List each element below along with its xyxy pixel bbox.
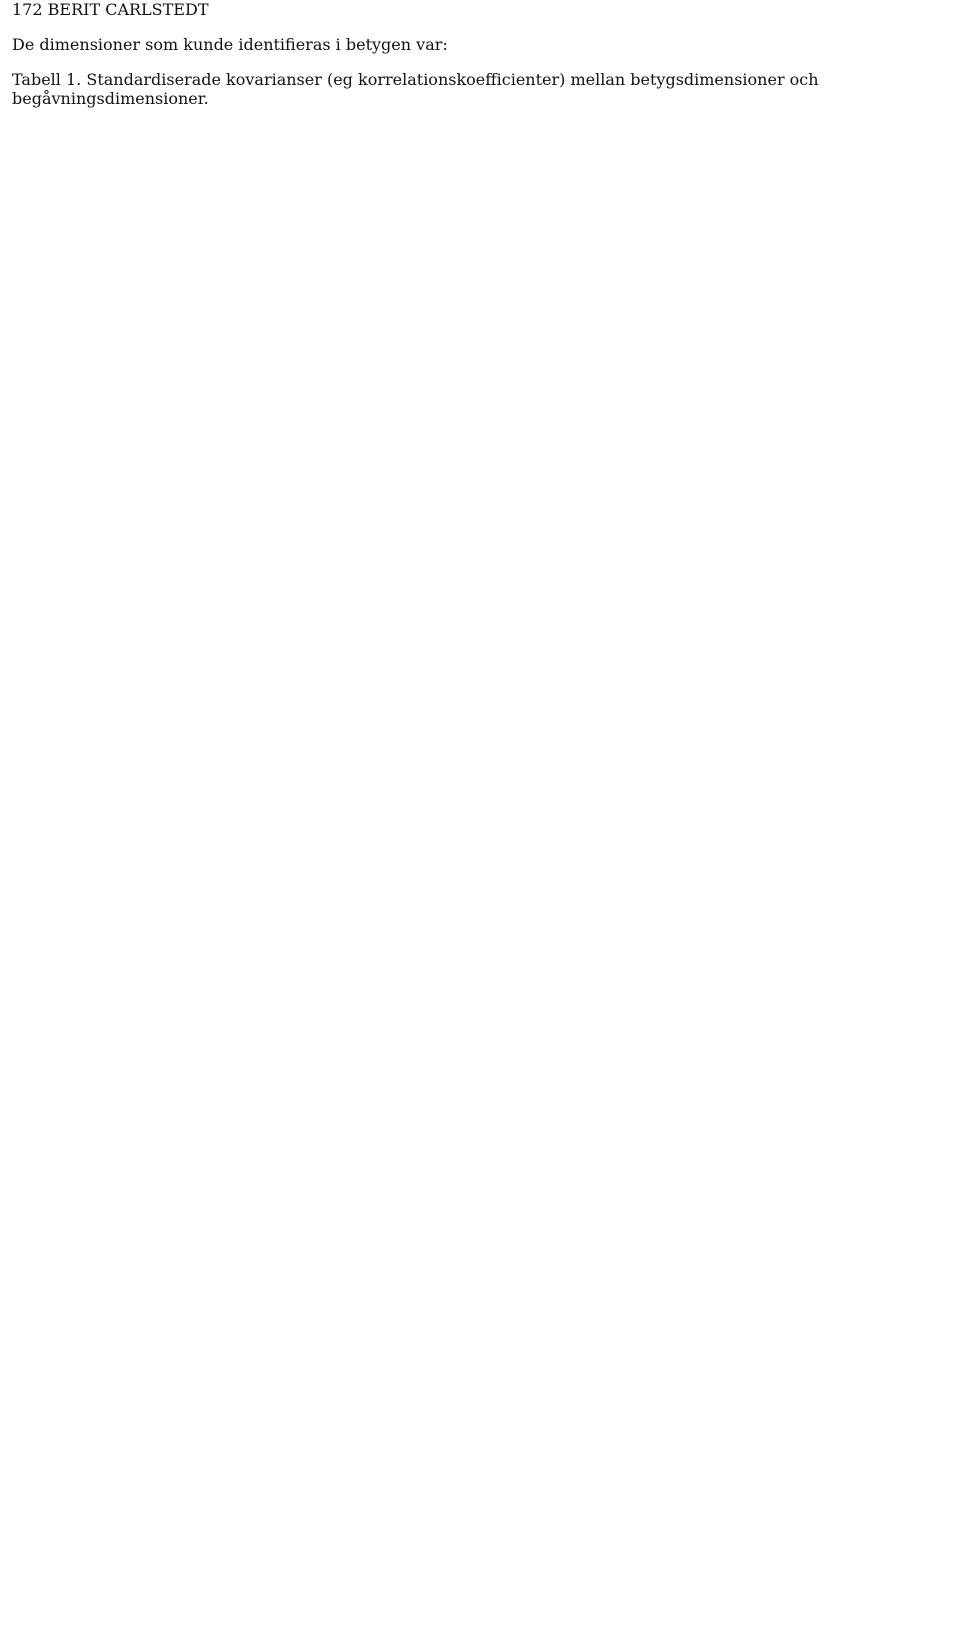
running-head: BERIT CARLSTEDT <box>47 0 209 19</box>
page <box>0 0 960 108</box>
intro-line: De dimensioner som kunde identifieras i betygen var: <box>12 35 448 54</box>
table-caption: Tabell 1. Standardiserade kovarianser (eg korrelationskoefficienter) mellan betygsdimensioner och begåvningsdimensioner. <box>12 70 819 108</box>
page-number: 172 <box>12 0 43 19</box>
page-header <box>12 0 948 19</box>
